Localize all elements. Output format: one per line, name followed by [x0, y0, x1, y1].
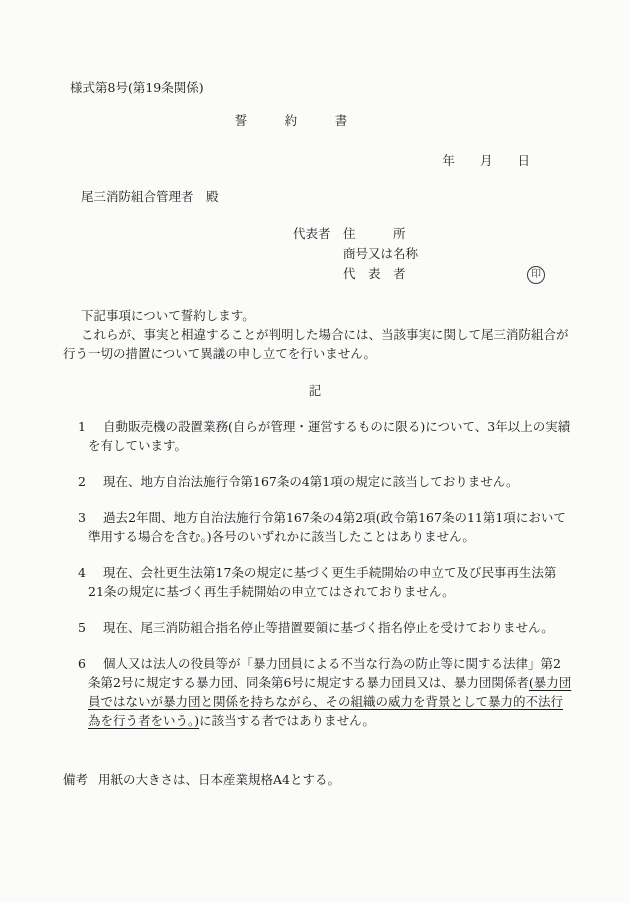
item-number: 2	[78, 474, 86, 489]
pledge-item-3	[78, 508, 572, 546]
item-text-before: 個人又は法人の役員等が「暴力団員による不当な行為の防止等に関する法律」第2条第2号に規定する暴力団、同条第6号に規定する暴力団員又は、暴力団関係者	[88, 656, 561, 690]
underlined-clause: (暴力団員ではないが暴力団と関係を持ちながら、その組織の威力を背景として暴力的不法行為を行う者をいう。)	[88, 675, 572, 728]
item-text-after: に該当する者ではありません。	[199, 713, 375, 728]
pledge-item-5	[78, 618, 572, 637]
remarks-label: 備考	[63, 772, 89, 787]
item-text: 現在、地方自治法施行令第167条の4第1項の規定に該当しておりません。	[103, 474, 519, 489]
remarks-text: 用紙の大きさは、日本産業規格A4とする。	[98, 772, 340, 787]
intro-section	[63, 306, 570, 363]
item-number: 5	[78, 620, 86, 635]
representative-block	[293, 224, 630, 284]
form-number: 様式第8号(第19条関係)	[70, 80, 204, 95]
intro-paragraph-2: これらが、事実と相違することが判明した場合には、当該事実に関して尾三消防組合が行う一切の措置について異議の申し立てを行いません。	[63, 327, 569, 361]
remarks-line	[63, 770, 630, 789]
item-number: 1	[78, 419, 86, 434]
intro-paragraph-1: 下記事項について誓約します。	[81, 308, 255, 323]
item-text: 現在、尾三消防組合指名停止等措置要領に基づく指名停止を受けておりません。	[103, 620, 554, 635]
item-text: 現在、会社更生法第17条の規定に基づく更生手続開始の申立て及び民事再生法第21条の規定に基づく再生手続開始の申立てはされておりません。	[88, 565, 557, 599]
date-line: 年 月 日	[442, 153, 530, 168]
item-text: 過去2年間、地方自治法施行令第167条の4第2項(政令第167条の11第1項において準用する場合を含む。)各号のいずれかに該当したことはありません。	[88, 510, 566, 544]
pledge-item-2	[78, 472, 572, 491]
addressee-line: 尾三消防組合管理者 殿	[81, 189, 219, 204]
seal-mark-icon: 印	[527, 266, 545, 284]
document-title: 誓 約 書	[234, 113, 348, 128]
item-text: 自動販売機の設置業務(自らが管理・運営するものに限る)について、3年以上の実績を有しています。	[88, 419, 571, 453]
item-number: 3	[78, 510, 86, 525]
pledge-item-6	[78, 654, 572, 730]
item-number: 6	[78, 656, 86, 671]
record-heading: 記	[308, 383, 322, 398]
pledge-item-4	[78, 563, 572, 601]
representative-name-line: 代 表 者	[293, 266, 406, 281]
representative-company-line: 商号又は名称	[293, 246, 419, 261]
pledge-item-1	[78, 417, 572, 455]
representative-address-line: 代表者 住 所	[293, 226, 406, 241]
item-number: 4	[78, 565, 86, 580]
pledge-items	[0, 417, 630, 730]
